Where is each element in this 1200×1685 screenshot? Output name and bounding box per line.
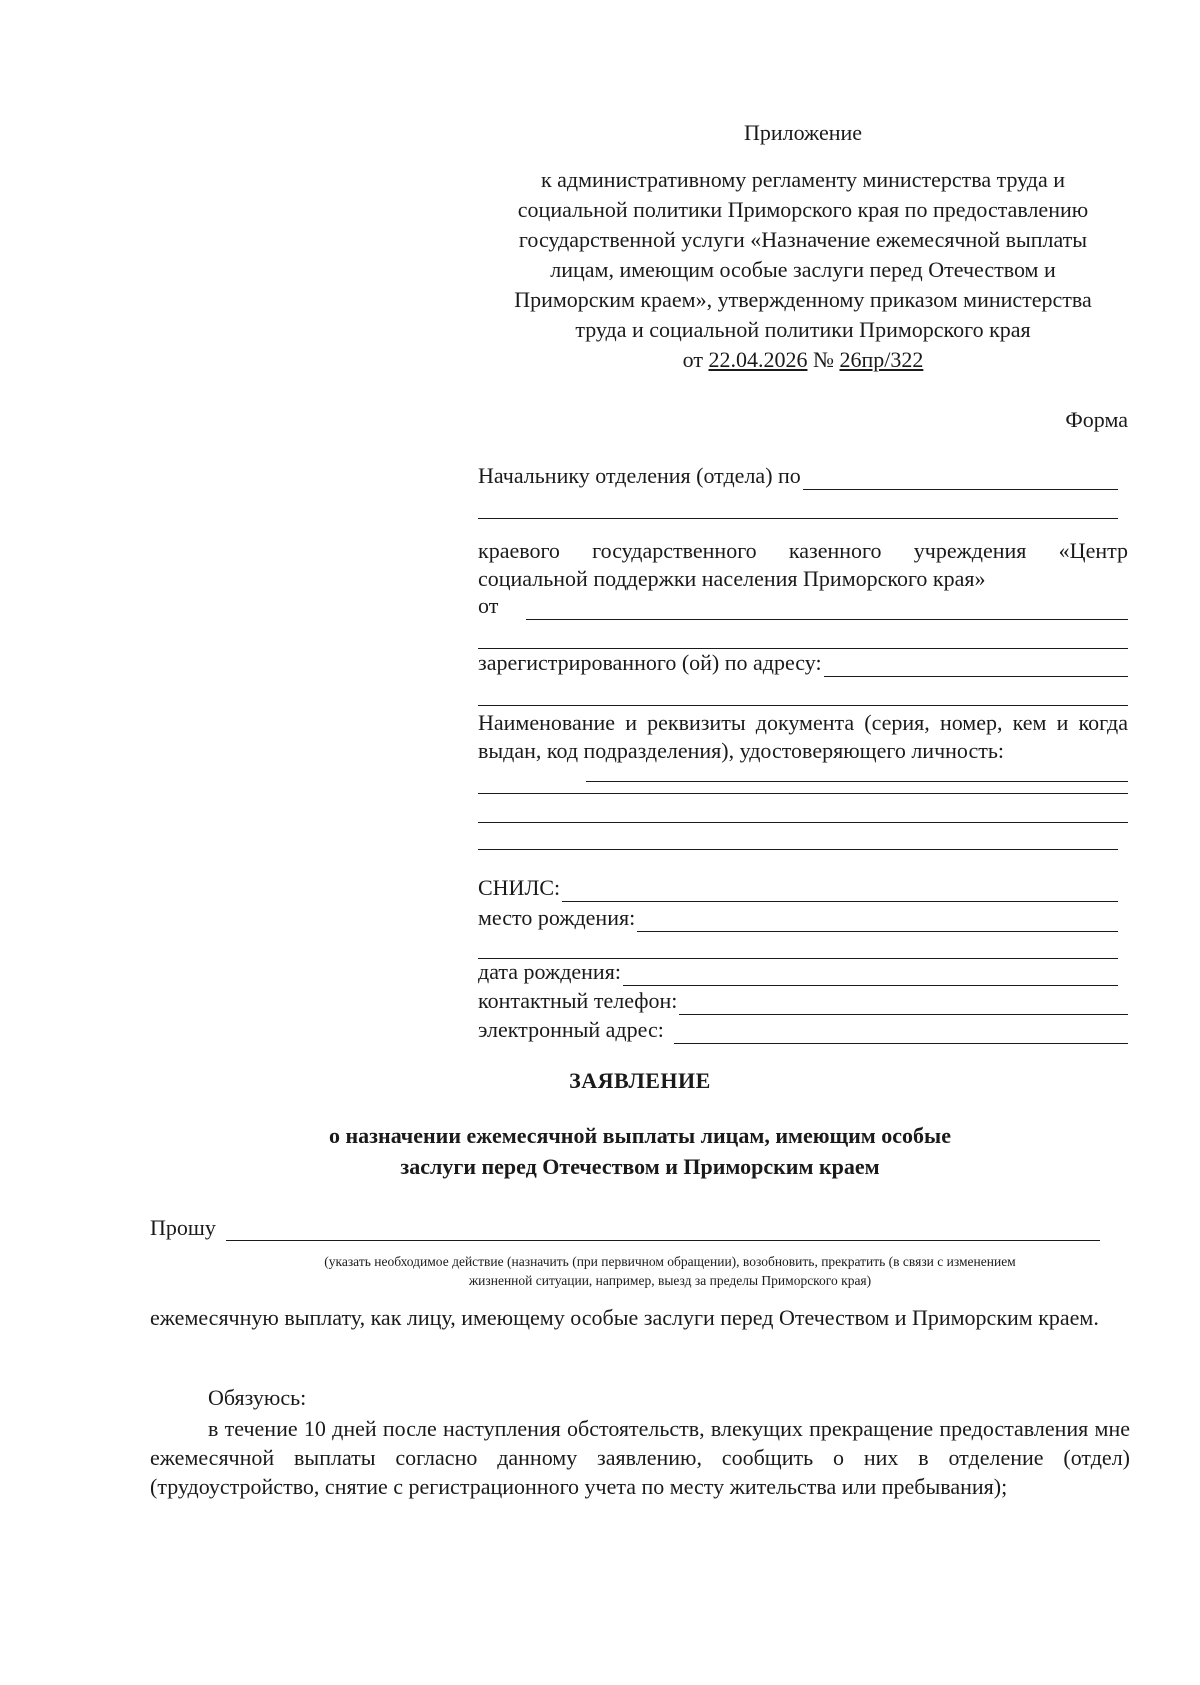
registration-address-field[interactable] — [824, 654, 1128, 677]
appendix-text — [478, 165, 1128, 375]
id-document-block — [478, 709, 1128, 850]
applicant-name-field-continued[interactable] — [478, 626, 1128, 649]
birthdate-field[interactable] — [623, 963, 1118, 986]
applicant-name-field[interactable] — [526, 597, 1128, 620]
hint-line: жизненной ситуации, например, выезд за пределы Приморского края) — [468, 1273, 872, 1288]
department-name-field[interactable] — [803, 467, 1118, 490]
id-document-field-line4[interactable] — [478, 827, 1118, 850]
subtitle-line: заслуги перед Отечеством и Приморским краем — [400, 1154, 880, 1179]
contact-block — [478, 958, 1128, 1044]
order-prefix: от — [682, 347, 709, 372]
payment-paragraph: ежемесячную выплату, как лицу, имеющему особые заслуги перед Отечеством и Приморским краем. — [150, 1305, 1099, 1330]
institution-name: краевого государственного казенного учреждения «Центр социальной поддержки населения Приморского края» — [478, 538, 1128, 591]
email-field[interactable] — [674, 1021, 1128, 1044]
order-date: 22.04.2026 — [708, 347, 808, 372]
obligation-paragraph: в течение 10 дней после наступления обстоятельств, влекущих прекращение предоставления мне ежемесячной выплаты согласно данному заявлению, сообщить о них в отделение (отдел) (трудоустройство, снятие с регистрационного учета по месту жительства или пребывания); — [150, 1416, 1130, 1499]
obligation-label: Обязуюсь: — [208, 1385, 307, 1410]
registration-address-field-continued[interactable] — [478, 683, 1128, 706]
to-head-label: Начальнику отделения (отдела) по — [478, 463, 801, 488]
document-title: ЗАЯВЛЕНИЕ — [569, 1068, 711, 1093]
registration-block — [478, 649, 1128, 706]
document-subtitle — [230, 1120, 1050, 1182]
id-document-row — [478, 709, 1128, 765]
snils-field[interactable] — [562, 879, 1118, 902]
from-block — [478, 592, 1128, 649]
snils-label: СНИЛС: — [478, 875, 561, 900]
request-action-field[interactable] — [226, 1218, 1100, 1241]
id-document-field-line2[interactable] — [478, 771, 1128, 794]
subtitle-line: о назначении ежемесячной выплаты лицам, имеющим особые — [329, 1123, 951, 1148]
appendix-line: государственной услуги «Назначение ежемесячной выплаты — [518, 227, 1088, 252]
id-document-text: Наименование и реквизиты документа (серия, номер, кем и когда выдан, код подразделения), удостоверяющего личность: — [478, 710, 1128, 763]
form-label: Форма — [1065, 407, 1128, 432]
order-number: 26пр/322 — [839, 347, 924, 372]
appendix-line: труда и социальной политики Приморского края — [575, 317, 1031, 342]
order-reference — [478, 345, 1128, 375]
birthdate-label: дата рождения: — [478, 959, 621, 984]
request-hint — [210, 1252, 1130, 1290]
snils-block — [478, 874, 1128, 959]
hint-line: (указать необходимое действие (назначить (при первичном обращении), возобновить, прекратить (в связи с изменением — [324, 1254, 1016, 1269]
appendix-title: Приложение — [743, 120, 863, 145]
addressee-head — [478, 462, 1128, 519]
id-document-field-line3[interactable] — [478, 800, 1128, 823]
email-label: электронный адрес: — [478, 1017, 664, 1042]
birthplace-label: место рождения: — [478, 905, 636, 930]
appendix-line: к административному регламенту министерства труда и — [540, 167, 1066, 192]
phone-label: контактный телефон: — [478, 988, 678, 1013]
phone-field[interactable] — [679, 992, 1128, 1015]
id-document-field[interactable] — [586, 779, 1128, 782]
order-sign: № — [807, 347, 840, 372]
department-name-field-continued[interactable] — [478, 496, 1118, 519]
registered-label: зарегистрированного (ой) по адресу: — [478, 650, 822, 675]
birthplace-field[interactable] — [637, 909, 1118, 932]
appendix-line: Приморским краем», утвержденному приказом министерства — [514, 287, 1092, 312]
birthplace-field-continued[interactable] — [478, 936, 1118, 959]
appendix-line: социальной политики Приморского края по предоставлению — [517, 197, 1089, 222]
request-label: Прошу — [150, 1215, 216, 1240]
request-row — [150, 1215, 1100, 1241]
from-label: от — [478, 593, 499, 618]
id-document-label — [478, 709, 1128, 765]
appendix-line: лицам, имеющим особые заслуги перед Отечеством и — [550, 257, 1056, 282]
